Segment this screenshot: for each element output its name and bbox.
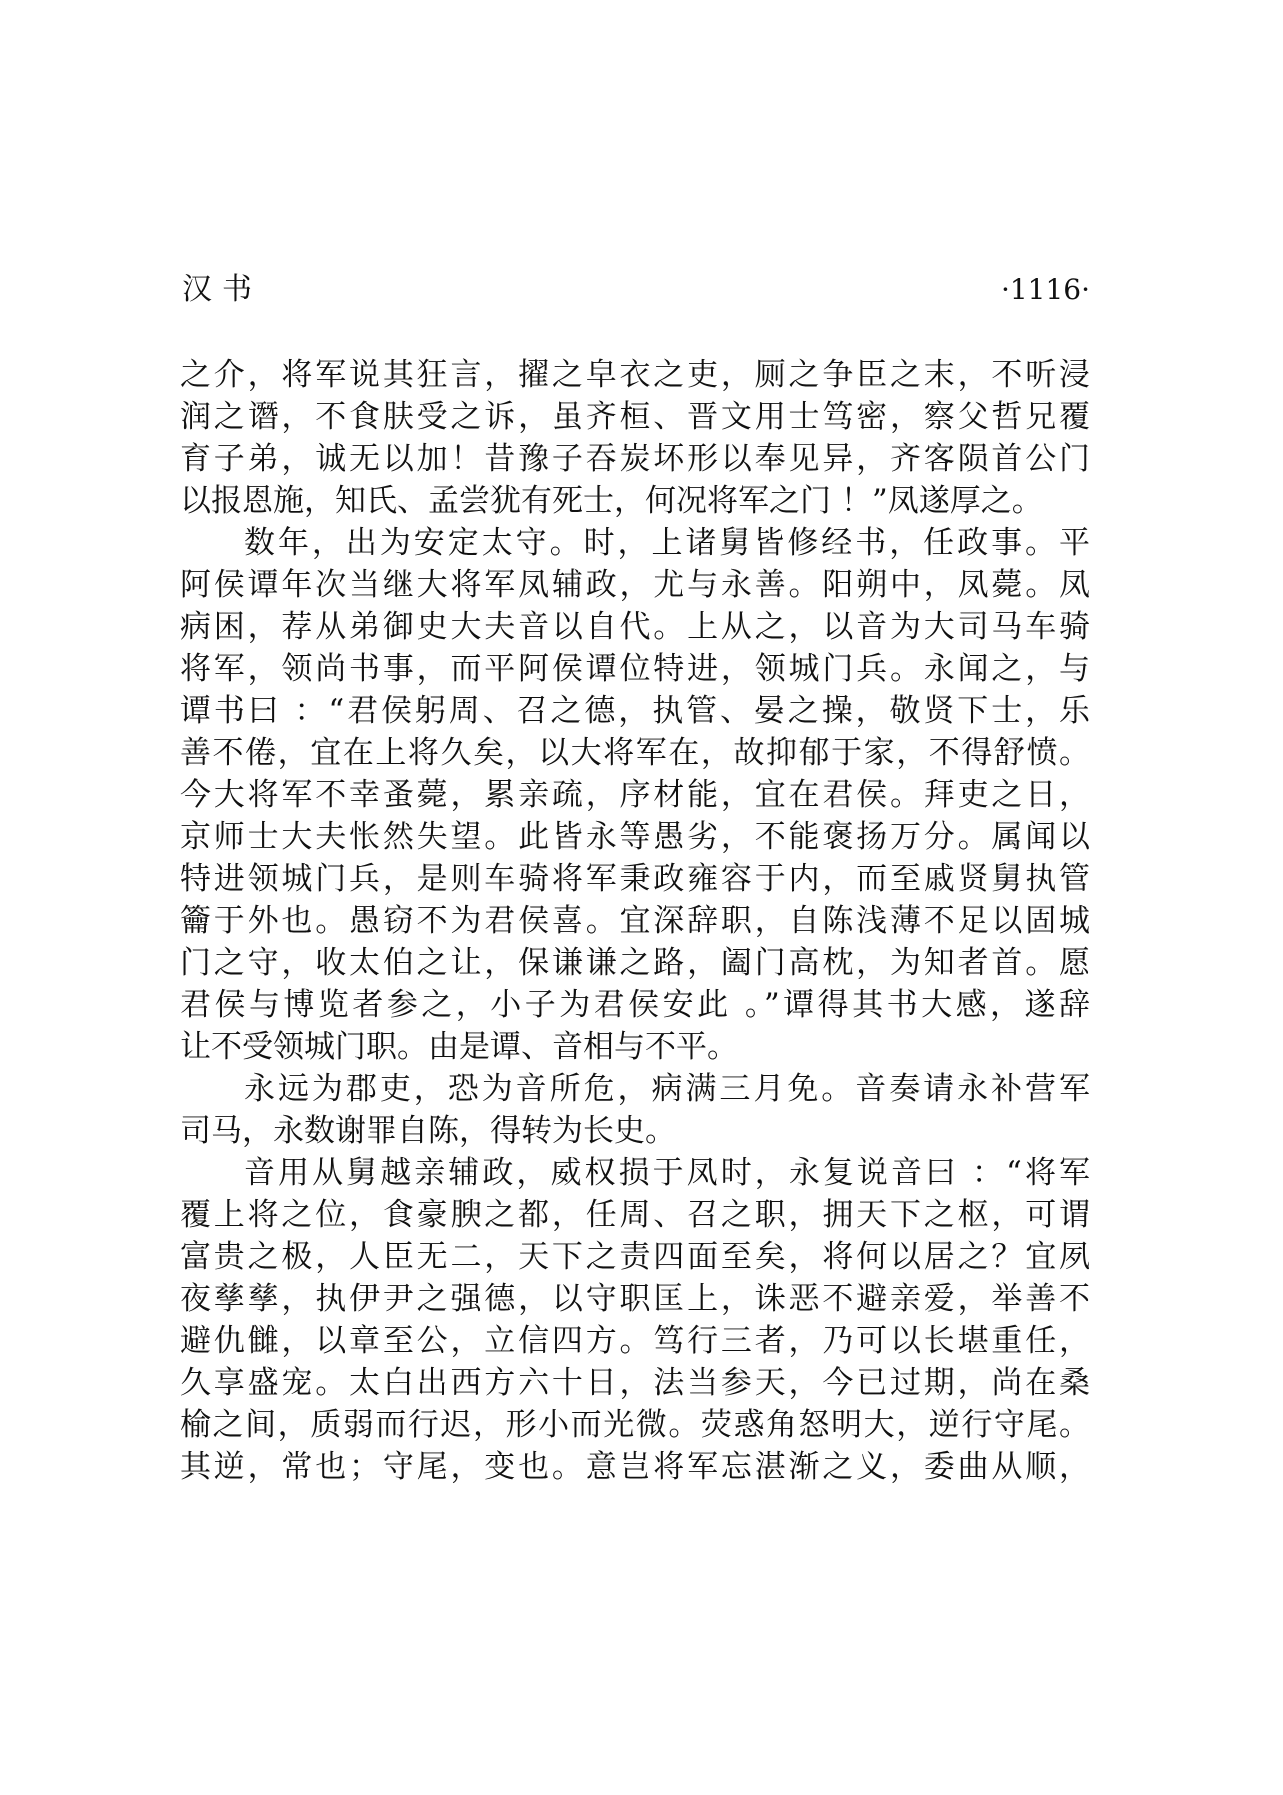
text-line: 以报恩施，知氏、孟尝犹有死士，何况将军之门 ！”凤遂厚之。 — [180, 483, 1043, 519]
text-line: 避仇雠，以章至公，立信四方。笃行三者，乃可以长堪重任， — [180, 1323, 1090, 1359]
text-line: 今大将军不幸蚤薨，累亲疏，序材能，宜在君侯。拜吏之日， — [180, 777, 1090, 813]
paragraph-start-line: 音用从舅越亲辅政，威权损于凤时，永复说音曰 ：“将军 — [244, 1155, 1090, 1191]
text-line: 将军，领尚书事，而平阿侯谭位特进，领城门兵。永闻之，与 — [180, 651, 1090, 687]
text-line: 让不受领城门职。由是谭、音相与不平。 — [180, 1029, 738, 1065]
text-line: 君侯与博览者参之，小子为君侯安此 。”谭得其书大感，遂辞 — [180, 987, 1090, 1023]
text-line: 育子弟，诚无以加！昔豫子吞炭坏形以奉见异，齐客陨首公门 — [180, 441, 1090, 477]
text-line: 榆之间，质弱而行迟，形小而光微。荧惑角怒明大，逆行守尾。 — [180, 1407, 1090, 1443]
body-text — [180, 354, 1090, 1488]
text-line: 其逆，常也；守尾，变也。意岂将军忘湛渐之义，委曲从顺， — [180, 1449, 1090, 1485]
running-head — [180, 268, 1090, 312]
text-line: 润之谮，不食肤受之诉，虽齐桓、晋文用士笃密，察父哲兄覆 — [180, 399, 1090, 435]
text-line: 京师士大夫怅然失望。此皆永等愚劣，不能褒扬万分。属闻以 — [180, 819, 1090, 855]
text-line: 善不倦，宜在上将久矣，以大将军在，故抑郁于家，不得舒愤。 — [180, 735, 1090, 771]
text-line: 门之守，收太伯之让，保谦谦之路，阖门高枕，为知者首。愿 — [180, 945, 1090, 981]
book-title: 汉书 — [182, 272, 262, 307]
text-line: 司马，永数谢罪自陈，得转为长史。 — [180, 1113, 676, 1149]
text-line: 籥于外也。愚窃不为君侯喜。宜深辞职，自陈浅薄不足以固城 — [180, 903, 1090, 939]
text-line: 阿侯谭年次当继大将军凤辅政，尤与永善。阳朔中，凤薨。凤 — [180, 567, 1090, 603]
text-line: 谭书曰 ：“君侯躬周、召之德，执管、晏之操，敬贤下士，乐 — [180, 693, 1090, 729]
text-line: 之介，将军说其狂言，擢之皁衣之吏，厕之争臣之末，不听浸 — [180, 357, 1090, 393]
text-line: 久享盛宠。太白出西方六十日，法当参天，今已过期，尚在桑 — [180, 1365, 1090, 1401]
text-line: 夜孳孳，执伊尹之强德，以守职匡上，诛恶不避亲爱，举善不 — [180, 1281, 1090, 1317]
paragraph-start-line: 永远为郡吏，恐为音所危，病满三月免。音奏请永补营军 — [244, 1071, 1090, 1107]
page-number: ·1116· — [1000, 273, 1090, 306]
text-line: 富贵之极，人臣无二，天下之责四面至矣，将何以居之？宜夙 — [180, 1239, 1090, 1275]
paragraph-start-line: 数年，出为安定太守。时，上诸舅皆修经书，任政事。平 — [244, 525, 1090, 561]
text-line: 病困，荐从弟御史大夫音以自代。上从之，以音为大司马车骑 — [180, 609, 1090, 645]
text-line: 特进领城门兵，是则车骑将军秉政雍容于内，而至戚贤舅执管 — [180, 861, 1090, 897]
text-line: 覆上将之位，食豪腴之都，任周、召之职，拥天下之枢，可谓 — [180, 1197, 1090, 1233]
